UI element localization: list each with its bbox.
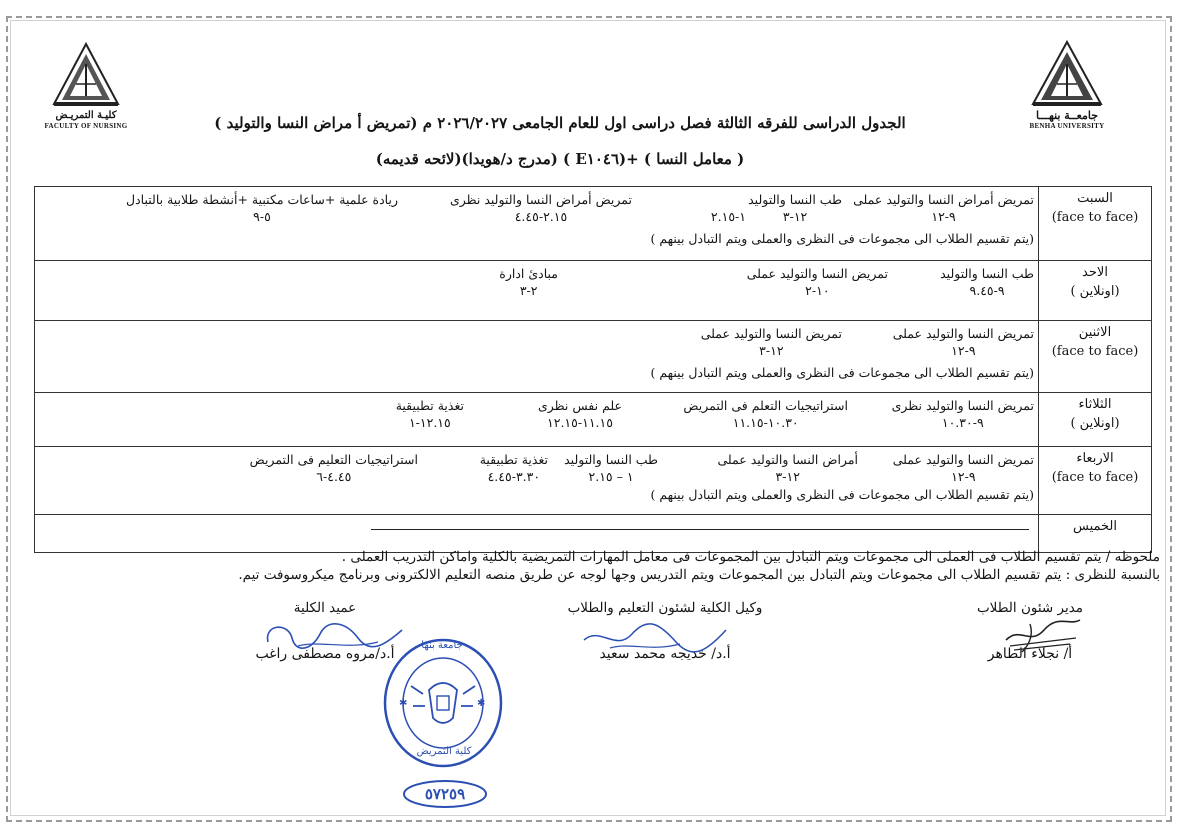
day-sessions: [35, 447, 1039, 515]
session-time: ١٢-٣: [775, 469, 800, 484]
session-item: [396, 397, 464, 431]
session-item: [747, 265, 888, 299]
session-item: [853, 191, 1034, 225]
schedule-row-sunday: [35, 261, 1152, 321]
day-name: السبت: [1077, 191, 1113, 206]
session-subject: استراتيجيات التعليم فى التمريض: [249, 452, 418, 467]
session-time: ١٠-٢: [805, 283, 830, 298]
day-mode: (face to face): [1051, 344, 1139, 359]
session-time: ٩-٩.٤٥: [969, 283, 1005, 298]
day-sessions: [35, 515, 1039, 553]
note-theoretical: بالنسبة للنظرى : يتم تقسيم الطلاب الى مجموعات ويتم التبادل بين المجموعات ويتم التدريس وجها لوجه عن طريق منصه التعليم الالكترونى وبرنامج ميكروسوفت تيم.: [238, 567, 1160, 583]
svg-text:✱: ✱: [399, 698, 408, 709]
session-item: [893, 325, 1034, 359]
session-time: ٢-٣: [519, 283, 538, 298]
session-time: ٩-١٢: [931, 209, 956, 224]
day-cell: [1039, 447, 1152, 515]
day-cell: [1039, 261, 1152, 321]
faculty-logo-english: FACULTY OF NURSING: [44, 122, 128, 130]
session-item: [450, 191, 632, 225]
session-time: ١٢.١٥-١: [408, 415, 451, 430]
session-time: ١-٢.١٥: [710, 209, 746, 224]
session-item: [564, 451, 658, 485]
session-time: ١ – ٢.١٥: [588, 469, 634, 484]
faculty-logo-arabic: كليـة التمريـض: [55, 110, 117, 121]
schedule-row-wednesday: [35, 447, 1152, 515]
day-mode: (اونلاين ): [1070, 284, 1120, 299]
stamp-bottom-text: كلية التمريض: [416, 746, 472, 757]
notes-section: [20, 548, 1160, 584]
session-item: [683, 397, 848, 431]
serial-number: ٥٧٢٥٩: [424, 785, 466, 803]
signature-name: أ.د/ خديجه محمد سعيد: [599, 646, 731, 662]
stamp-top-text: جامعة بنها: [421, 640, 463, 651]
day-cell: [1039, 515, 1152, 553]
day-cell: [1039, 187, 1152, 261]
note-practical: ملحوظه / يتم تقسيم الطلاب فى العملى الى مجموعات ويتم التبادل بين المجموعات فى معامل المهارات التمريضية بالكلية واماكن التدريب العملى .: [341, 549, 1160, 565]
schedule-row-monday: [35, 321, 1152, 393]
session-subject: تمريض أمراض النسا والتوليد عملى: [853, 192, 1034, 207]
empty-line: [371, 529, 1029, 530]
day-name: الاثنين: [1078, 325, 1112, 340]
schedule-row-tuesday: [35, 393, 1152, 447]
session-item: [538, 397, 622, 431]
session-subject: مبادئ ادارة: [499, 266, 558, 281]
session-time: ٩-١٢: [951, 469, 976, 484]
session-item: [711, 208, 746, 225]
session-note: (يتم تقسيم الطلاب الى مجموعات فى النظرى والعملى ويتم التبادل بينهم ): [650, 487, 1034, 502]
day-name: الاربعاء: [1076, 451, 1114, 466]
day-name: الخميس: [1073, 519, 1117, 534]
session-item: [892, 397, 1034, 431]
session-item: [717, 451, 858, 485]
session-time: ٣.٣٠-٤.٤٥: [487, 469, 541, 484]
session-time: ١١.١٥-١٢.١٥: [547, 415, 613, 430]
signature-title: عميد الكلية: [293, 600, 357, 616]
day-sessions: [35, 321, 1039, 393]
session-time: ١٠.٣٠-١١.١٥: [732, 415, 799, 430]
serial-number-stamp: [402, 779, 488, 809]
day-mode: (اونلاين ): [1070, 416, 1120, 431]
session-subject: تمريض أمراض النسا والتوليد نظرى: [449, 192, 632, 207]
session-subject: تمريض النسا والتوليد عملى: [700, 326, 842, 341]
session-item: [701, 325, 842, 359]
day-name: الاحد: [1082, 265, 1108, 280]
schedule-row-saturday: [35, 187, 1152, 261]
document-subtitle: ( معامل النسا ) +(E١٠٤٦ ) (مدرج د/هويدا)(لائحه قديمه): [375, 150, 745, 168]
signature-title: وكيل الكلية لشئون التعليم والطلاب: [567, 600, 763, 616]
session-time: ٩-١٢: [951, 343, 976, 358]
session-item: [893, 451, 1034, 485]
session-subject: طب النسا والتوليد: [748, 192, 842, 207]
pyramid-logo-icon: [1029, 38, 1105, 110]
day-sessions: [35, 393, 1039, 447]
session-item: [250, 451, 418, 485]
handwritten-signature-icon: [580, 622, 730, 656]
session-item: [940, 265, 1034, 299]
session-subject: طب النسا والتوليد: [940, 266, 1034, 281]
faculty-logo: [36, 40, 136, 130]
session-subject: تمريض النسا والتوليد عملى: [892, 452, 1034, 467]
handwritten-signature-icon: [1000, 616, 1084, 656]
session-item: [480, 451, 548, 485]
signature-name: أ.د/مروه مصطفى راغب: [255, 646, 395, 662]
university-logo: [1012, 38, 1122, 130]
document-title: الجدول الدراسى للفرقه الثالثة فصل دراسى اول للعام الجامعى ٢٠٢٦/٢٠٢٧ م (تمريض أ مراض النسا والتوليد ): [214, 114, 906, 132]
signature-name: أ/ نجلاء الطاهر: [987, 646, 1073, 662]
session-subject: تمريض النسا والتوليد عملى: [746, 266, 888, 281]
session-subject: علم نفس نظرى: [537, 398, 622, 413]
session-item: [499, 265, 558, 299]
session-subject: تغذية تطبيقية: [479, 452, 548, 467]
session-note: (يتم تقسيم الطلاب الى مجموعات فى النظرى والعملى ويتم التبادل بينهم ): [650, 231, 1034, 246]
pyramid-logo-icon: [50, 40, 122, 110]
day-mode: (face to face): [1051, 470, 1139, 485]
session-subject: أمراض النسا والتوليد عملى: [717, 452, 858, 467]
session-time: ١٢-٣: [782, 209, 808, 224]
schedule-row-thursday: [35, 515, 1152, 553]
session-item: [126, 191, 398, 225]
session-subject: استراتيجيات التعلم فى التمريض: [683, 398, 848, 413]
session-subject: تغذية تطبيقية: [395, 398, 464, 413]
session-subject: تمريض النسا والتوليد عملى: [892, 326, 1034, 341]
session-note: (يتم تقسيم الطلاب الى مجموعات فى النظرى والعملى ويتم التبادل بينهم ): [650, 365, 1034, 380]
session-subject: ريادة علمية +ساعات مكتبية +أنشطة طلابية بالتبادل: [126, 192, 398, 207]
day-sessions: [35, 187, 1039, 261]
session-time: ١٢-٣: [759, 343, 784, 358]
session-time: ٢.١٥-٤.٤٥: [514, 209, 568, 224]
day-sessions: [35, 261, 1039, 321]
schedule-table: [34, 186, 1152, 553]
university-logo-english: BENHA UNIVERSITY: [1029, 122, 1105, 130]
day-mode: (face to face): [1051, 210, 1139, 225]
session-time: ٩-١٠.٣٠: [941, 415, 984, 430]
svg-text:✱: ✱: [477, 698, 486, 709]
day-name: الثلاثاء: [1078, 397, 1112, 412]
session-time: ٥-٩: [253, 209, 271, 224]
signature-title: مدير شئون الطلاب: [976, 600, 1084, 616]
day-cell: [1039, 321, 1152, 393]
university-logo-arabic: جامعــة بنهـــا: [1036, 109, 1098, 122]
session-subject: طب النسا والتوليد: [564, 452, 658, 467]
day-cell: [1039, 393, 1152, 447]
session-item: [748, 191, 842, 225]
session-subject: تمريض النسا والتوليد نظرى: [891, 398, 1034, 413]
session-time: ٤.٤٥-٦: [316, 469, 352, 484]
